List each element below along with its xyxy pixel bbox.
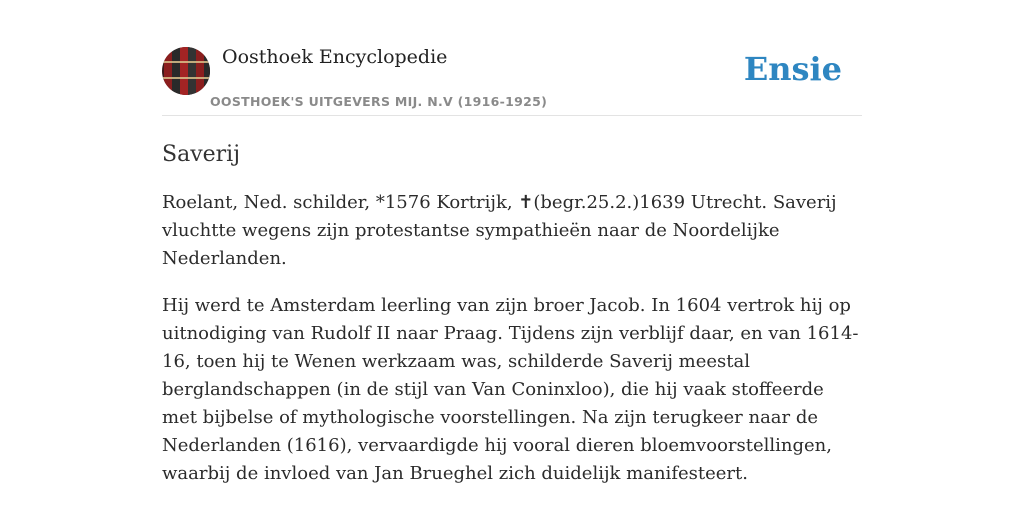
entry-title: Saverij: [162, 142, 241, 167]
entry-paragraph: Hij werd te Amsterdam leerling van zijn broer Jacob. In 1604 vertrok hij op uitnodiging van Rudolf II naar Praag. Tijdens zijn verblijf daar, en van 1614-16, toen hij te Wenen werkzaam was, schilderde Saverij meestal berglandschappen (in de stijl van Van Coninxloo), die hij vaak stoffeerde met bijbelse of mythologische voorstellingen. Na zijn terugkeer naar de Nederlanden (1616), vervaardigde hij vooral dieren bloemvoorstellingen, waarbij de invloed van Jan Brueghel zich duidelijk manifesteert.: [162, 295, 859, 484]
encyclopedia-title[interactable]: Oosthoek Encyclopedie: [222, 46, 448, 68]
publisher-label: OOSTHOEK'S UITGEVERS MIJ. N.V (1916-1925): [210, 94, 548, 109]
brand-logo[interactable]: Ensie: [743, 50, 842, 88]
encyclopedia-books-icon[interactable]: [162, 47, 210, 95]
entry-paragraph: Roelant, Ned. schilder, *1576 Kortrijk, ✝(begr.25.2.)1639 Utrecht. Saverij vluchtte wegens zijn protestantse sympathieën naar de Noordelijke Nederlanden.: [162, 192, 837, 269]
entry-card: [162, 40, 862, 488]
entry-header: [162, 40, 862, 116]
